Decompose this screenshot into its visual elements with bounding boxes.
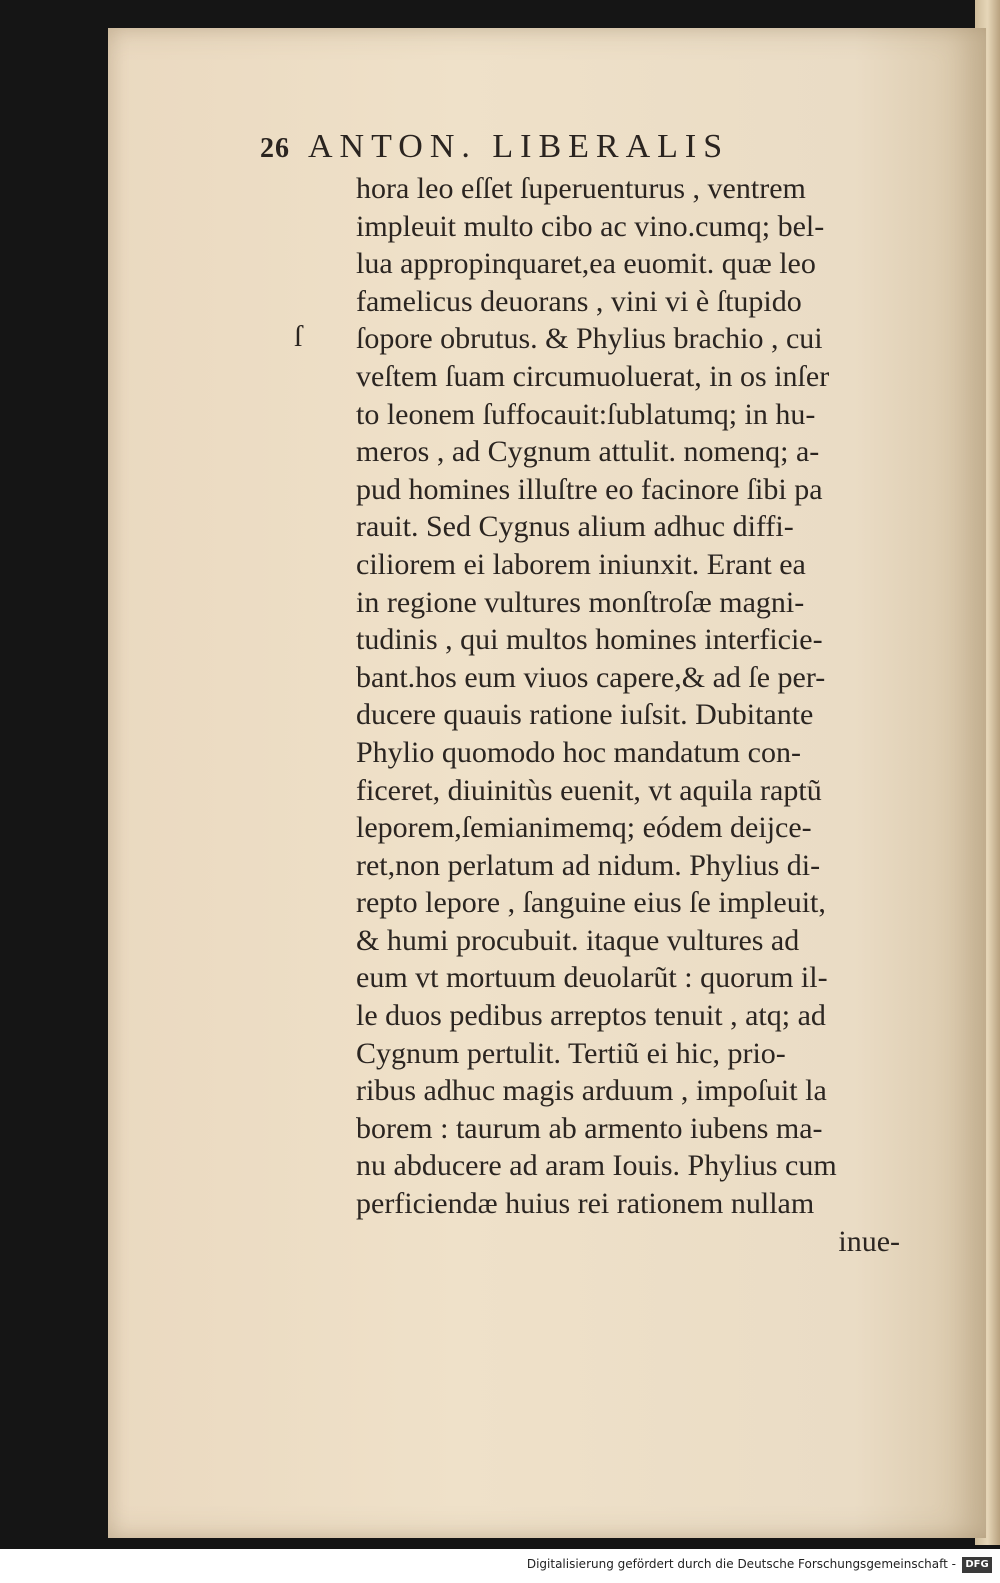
text-line: ribus adhuc magis arduum , impoſuit la: [356, 1074, 827, 1108]
digitization-footer: [0, 1549, 1000, 1583]
text-line: ſopore obrutus. & Phylius brachio , cui: [356, 322, 823, 356]
text-line: le duos pedibus arreptos tenuit , atq; ad: [356, 999, 826, 1033]
text-line: eum vt mortuum deuolarũt : quorum il-: [356, 961, 828, 995]
body-text: [356, 170, 946, 1260]
text-line: to leonem ſuffocauit:ſublatumq; in hu-: [356, 397, 816, 431]
margin-mark: ſ: [294, 320, 303, 353]
dfg-logo: DFG: [962, 1557, 992, 1573]
text-line: ciliorem ei laborem iniunxit. Erant ea: [356, 547, 806, 581]
text-line: ficeret, diuinitùs euenit, vt aquila raptũ: [356, 773, 822, 807]
text-line: nu abducere ad aram Iouis. Phylius cum: [356, 1149, 837, 1183]
text-line: leporem,ſemianimemq; eódem deijce-: [356, 811, 812, 845]
text-line: borem : taurum ab armento iubens ma-: [356, 1111, 823, 1145]
text-line: famelicus deuorans , vini vi è ſtupido: [356, 284, 802, 318]
text-line: bant.hos eum viuos capere,& ad ſe per-: [356, 660, 826, 694]
text-line: tudinis , qui multos homines interficie-: [356, 623, 823, 657]
text-line: pud homines illuſtre eo facinore ſibi pa: [356, 472, 823, 506]
text-line: hora leo eſſet ſuperuenturus , ventrem: [356, 172, 806, 205]
catchword: inue-: [838, 1224, 900, 1258]
running-title: ANTON. LIBERALIS: [308, 128, 730, 165]
text-line: repto lepore , ſanguine eius ſe impleuit,: [356, 886, 826, 920]
text-line: rauit. Sed Cygnus alium adhuc diffi-: [356, 510, 794, 544]
text-line: veſtem ſuam circumuoluerat, in os inſer: [356, 359, 830, 393]
text-line: ret,non perlatum ad nidum. Phylius di-: [356, 848, 821, 882]
text-line: in regione vultures monſtroſæ magni-: [356, 585, 805, 619]
text-line: impleuit multo cibo ac vino.cumq; bel-: [356, 209, 825, 243]
text-line: lua appropinquaret,ea euomit. quæ leo: [356, 247, 816, 281]
text-line: & humi procubuit. itaque vultures ad: [356, 923, 800, 957]
text-line: meros , ad Cygnum attulit. nomenq; a-: [356, 435, 820, 469]
funding-credit: Digitalisierung gefördert durch die Deutsche Forschungsgemeinschaft -: [526, 1557, 956, 1571]
page-number: 26: [260, 133, 290, 164]
running-header: [260, 128, 900, 168]
text-line: Phylio quomodo hoc mandatum con-: [356, 735, 801, 769]
text-line: Cygnum pertulit. Tertiũ ei hic, prio-: [356, 1036, 786, 1070]
text-line: ducere quauis ratione iuſsit. Dubitante: [356, 698, 814, 732]
text-line: perficiendæ huius rei rationem nullam: [356, 1187, 815, 1221]
